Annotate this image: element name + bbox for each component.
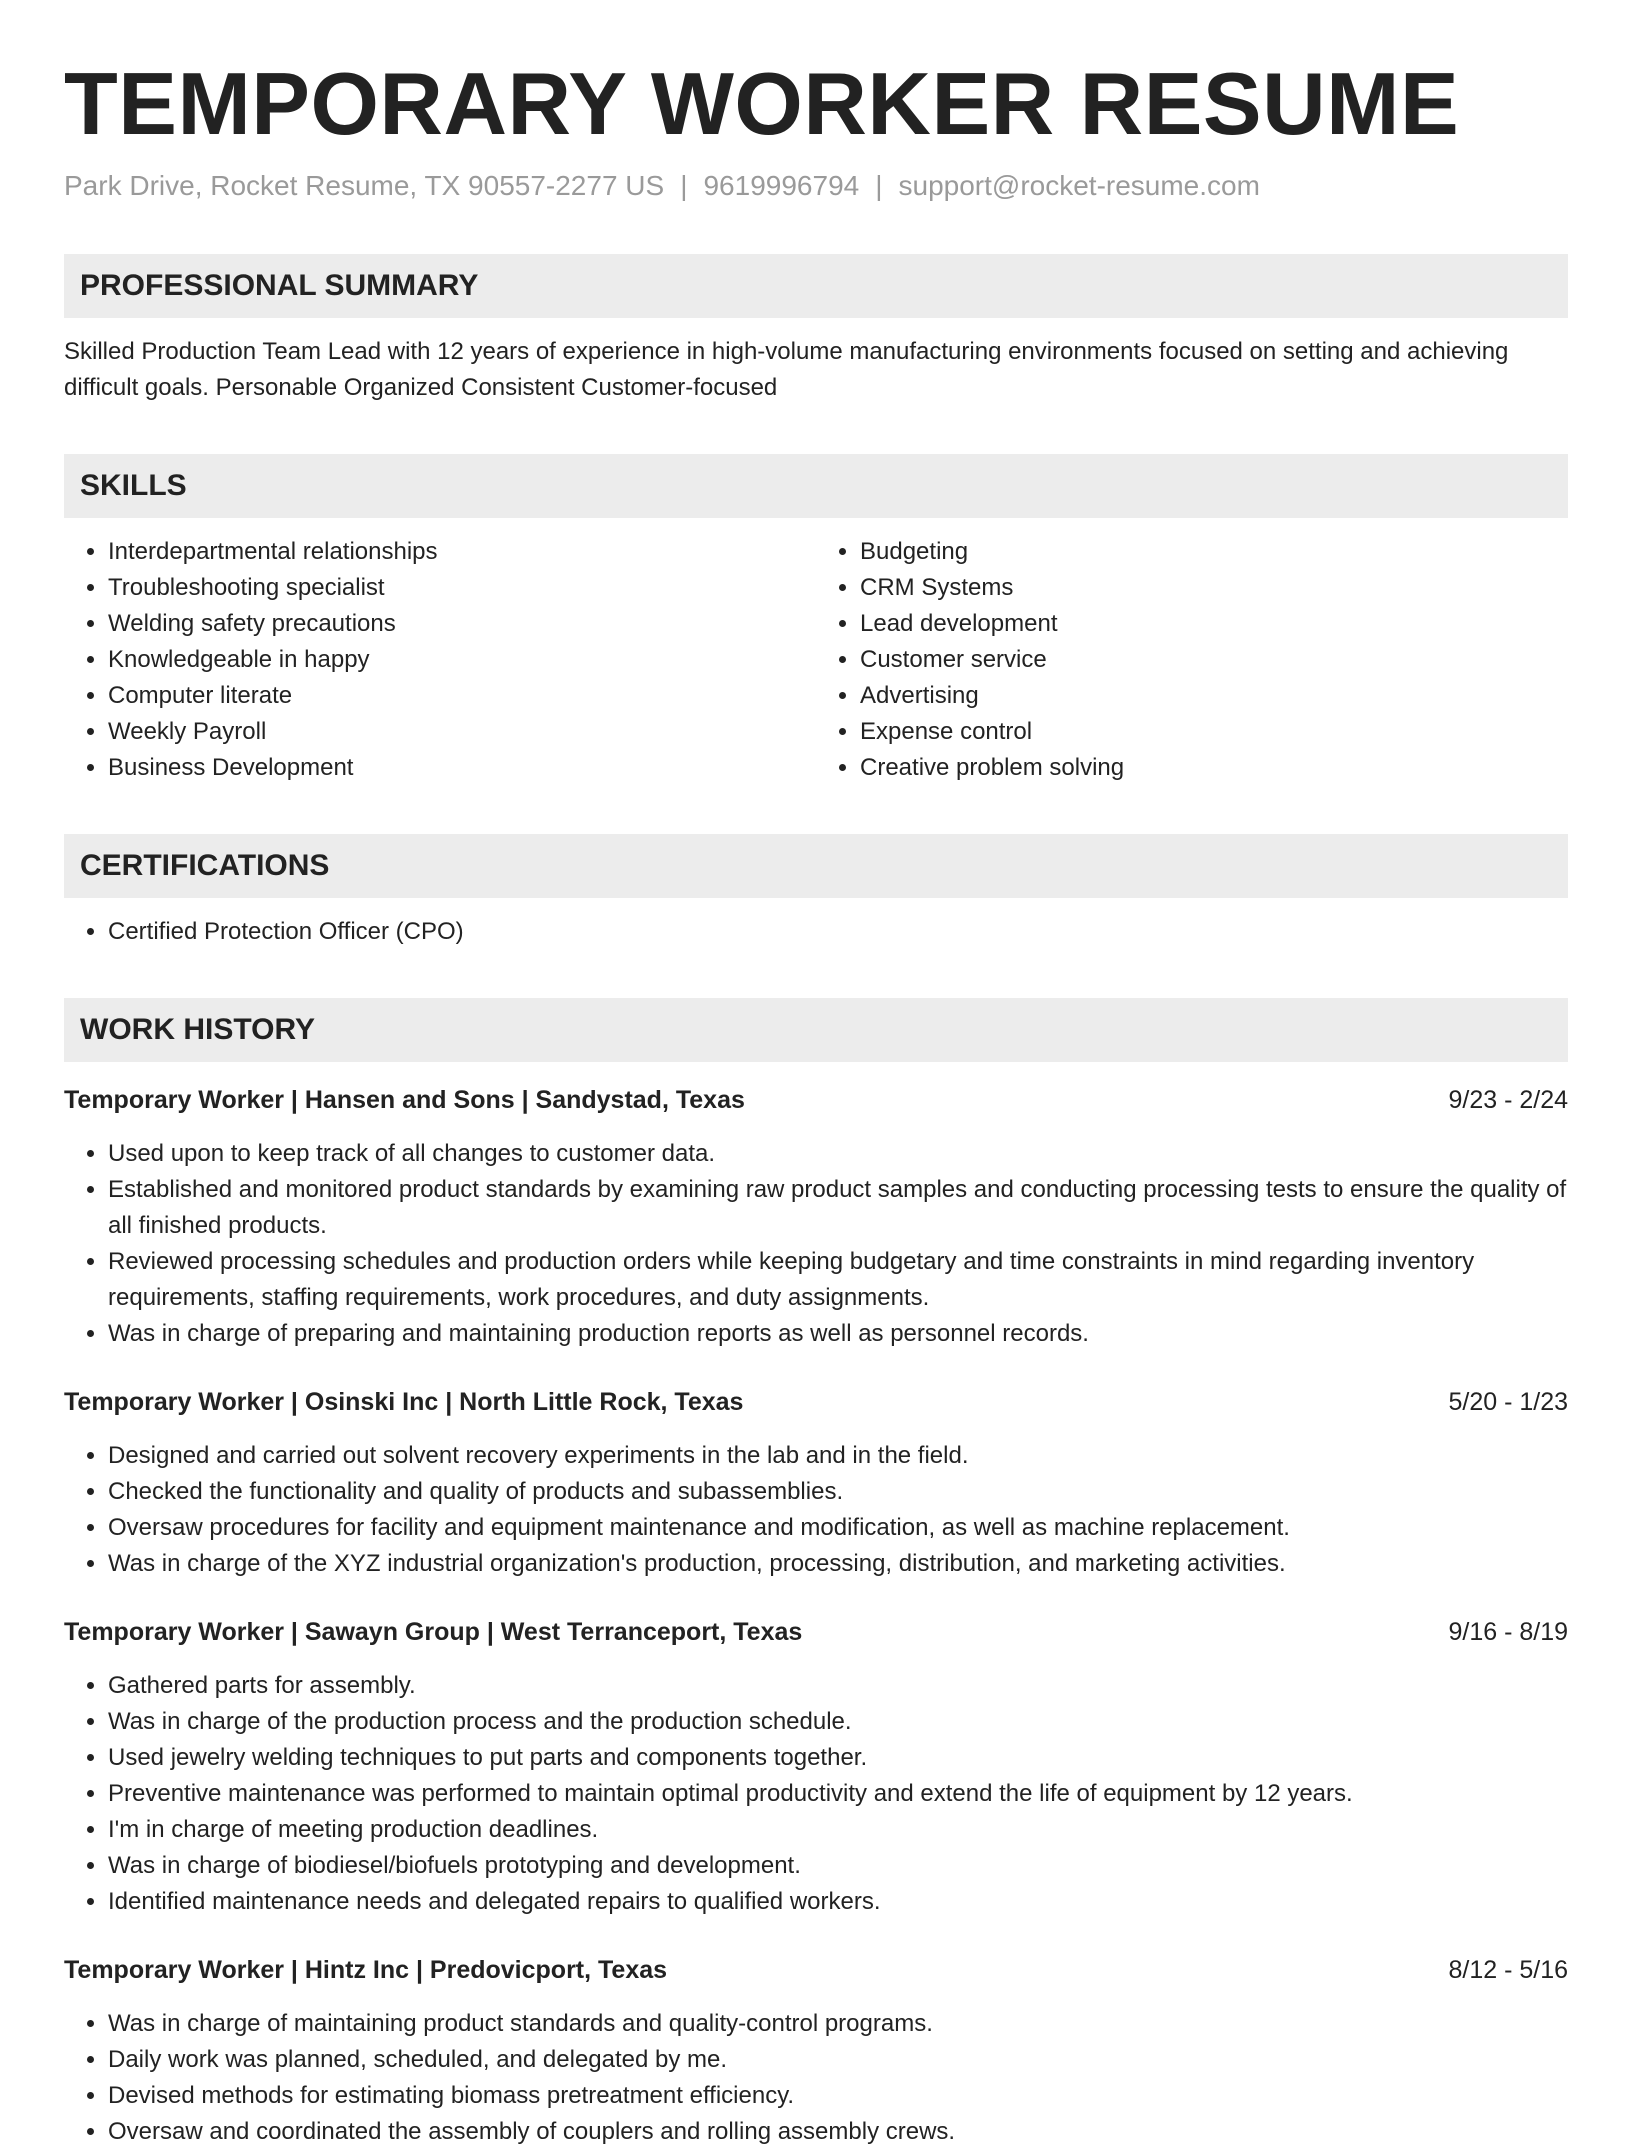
contact-address: Park Drive, Rocket Resume, TX 90557-2277 US (64, 170, 665, 201)
job-dates: 9/16 - 8/19 (1448, 1618, 1568, 1646)
job-header (64, 1082, 1568, 1118)
job-title: Temporary Worker | Osinski Inc | North Little Rock, Texas (64, 1388, 744, 1416)
certifications-list (64, 914, 1568, 950)
skill-item: • Weekly Payroll (108, 714, 816, 750)
skill-item: • Welding safety precautions (108, 606, 816, 642)
job-entry (64, 1614, 1568, 1920)
job-title: Temporary Worker | Sawayn Group | West Terranceport, Texas (64, 1618, 803, 1646)
job-bullet: • Daily work was planned, scheduled, and delegated by me. (108, 2042, 1568, 2078)
skills-column-right (816, 534, 1568, 786)
job-bullet: • Devised methods for estimating biomass pretreatment efficiency. (108, 2078, 1568, 2114)
skills-column-left (64, 534, 816, 786)
resume-title: TEMPORARY WORKER RESUME (64, 54, 1460, 153)
skill-item: • Advertising (860, 678, 1568, 714)
skill-item: • Creative problem solving (860, 750, 1568, 786)
job-bullets (64, 1438, 1568, 1582)
contact-line (64, 170, 1568, 202)
job-bullet: • Was in charge of biodiesel/biofuels prototyping and development. (108, 1848, 1568, 1884)
job-dates: 9/23 - 2/24 (1448, 1086, 1568, 1114)
job-bullet: • Used jewelry welding techniques to put parts and components together. (108, 1740, 1568, 1776)
contact-separator: | (680, 170, 688, 201)
skill-item: • CRM Systems (860, 570, 1568, 606)
job-entry (64, 1952, 1568, 2150)
skill-item: • Expense control (860, 714, 1568, 750)
job-bullets (64, 1136, 1568, 1352)
job-bullet: • Established and monitored product standards by examining raw product samples and conducting processing tests to ensure the quality of all finished products. (108, 1172, 1568, 1244)
job-bullets (64, 2006, 1568, 2150)
section-header-certifications: CERTIFICATIONS (64, 834, 1568, 898)
job-bullet: • Reviewed processing schedules and production orders while keeping budgetary and time constraints in mind regarding inventory requirements, staffing requirements, work procedures, and duty assignments. (108, 1244, 1568, 1316)
job-bullet: • Was in charge of maintaining product standards and quality-control programs. (108, 2006, 1568, 2042)
job-title: Temporary Worker | Hintz Inc | Predovicport, Texas (64, 1956, 668, 1984)
skill-item: • Computer literate (108, 678, 816, 714)
job-bullet: • Used upon to keep track of all changes to customer data. (108, 1136, 1568, 1172)
job-bullets (64, 1668, 1568, 1920)
job-header (64, 1614, 1568, 1650)
job-bullet: • I'm in charge of meeting production deadlines. (108, 1812, 1568, 1848)
section-header-work-history: WORK HISTORY (64, 998, 1568, 1062)
job-bullet: • Gathered parts for assembly. (108, 1668, 1568, 1704)
skill-item: • Customer service (860, 642, 1568, 678)
job-dates: 8/12 - 5/16 (1448, 1956, 1568, 1984)
contact-phone: 9619996794 (703, 170, 860, 201)
skill-item: • Interdepartmental relationships (108, 534, 816, 570)
job-bullet: • Was in charge of the XYZ industrial organization's production, processing, distribution, and marketing activities. (108, 1546, 1568, 1582)
certification-item: • Certified Protection Officer (CPO) (108, 914, 1568, 950)
skill-item: • Troubleshooting specialist (108, 570, 816, 606)
job-title: Temporary Worker | Hansen and Sons | Sandystad, Texas (64, 1086, 745, 1114)
job-entry (64, 1384, 1568, 1582)
job-bullet: • Checked the functionality and quality of products and subassemblies. (108, 1474, 1568, 1510)
section-header-skills: SKILLS (64, 454, 1568, 518)
job-header (64, 1384, 1568, 1420)
job-bullet: • Oversaw and coordinated the assembly of couplers and rolling assembly crews. (108, 2114, 1568, 2150)
skill-item: • Business Development (108, 750, 816, 786)
job-entry (64, 1082, 1568, 1352)
section-header-summary: PROFESSIONAL SUMMARY (64, 254, 1568, 318)
contact-separator: | (875, 170, 883, 201)
skills-list (64, 534, 1568, 786)
job-bullet: • Identified maintenance needs and delegated repairs to qualified workers. (108, 1884, 1568, 1920)
professional-summary: Skilled Production Team Lead with 12 years of experience in high-volume manufacturing environments focused on setting and achieving difficult goals. Personable Organized Consistent Customer-focused (64, 338, 1509, 401)
skill-item: • Knowledgeable in happy (108, 642, 816, 678)
skill-item: • Budgeting (860, 534, 1568, 570)
job-bullet: • Was in charge of preparing and maintaining production reports as well as personnel records. (108, 1316, 1568, 1352)
job-bullet: • Designed and carried out solvent recovery experiments in the lab and in the field. (108, 1438, 1568, 1474)
job-header (64, 1952, 1568, 1988)
contact-email: support@rocket-resume.com (898, 170, 1260, 201)
job-bullet: • Oversaw procedures for facility and equipment maintenance and modification, as well as machine replacement. (108, 1510, 1568, 1546)
job-bullet: • Preventive maintenance was performed to maintain optimal productivity and extend the life of equipment by 12 years. (108, 1776, 1568, 1812)
job-dates: 5/20 - 1/23 (1448, 1388, 1568, 1416)
skill-item: • Lead development (860, 606, 1568, 642)
job-bullet: • Was in charge of the production process and the production schedule. (108, 1704, 1568, 1740)
